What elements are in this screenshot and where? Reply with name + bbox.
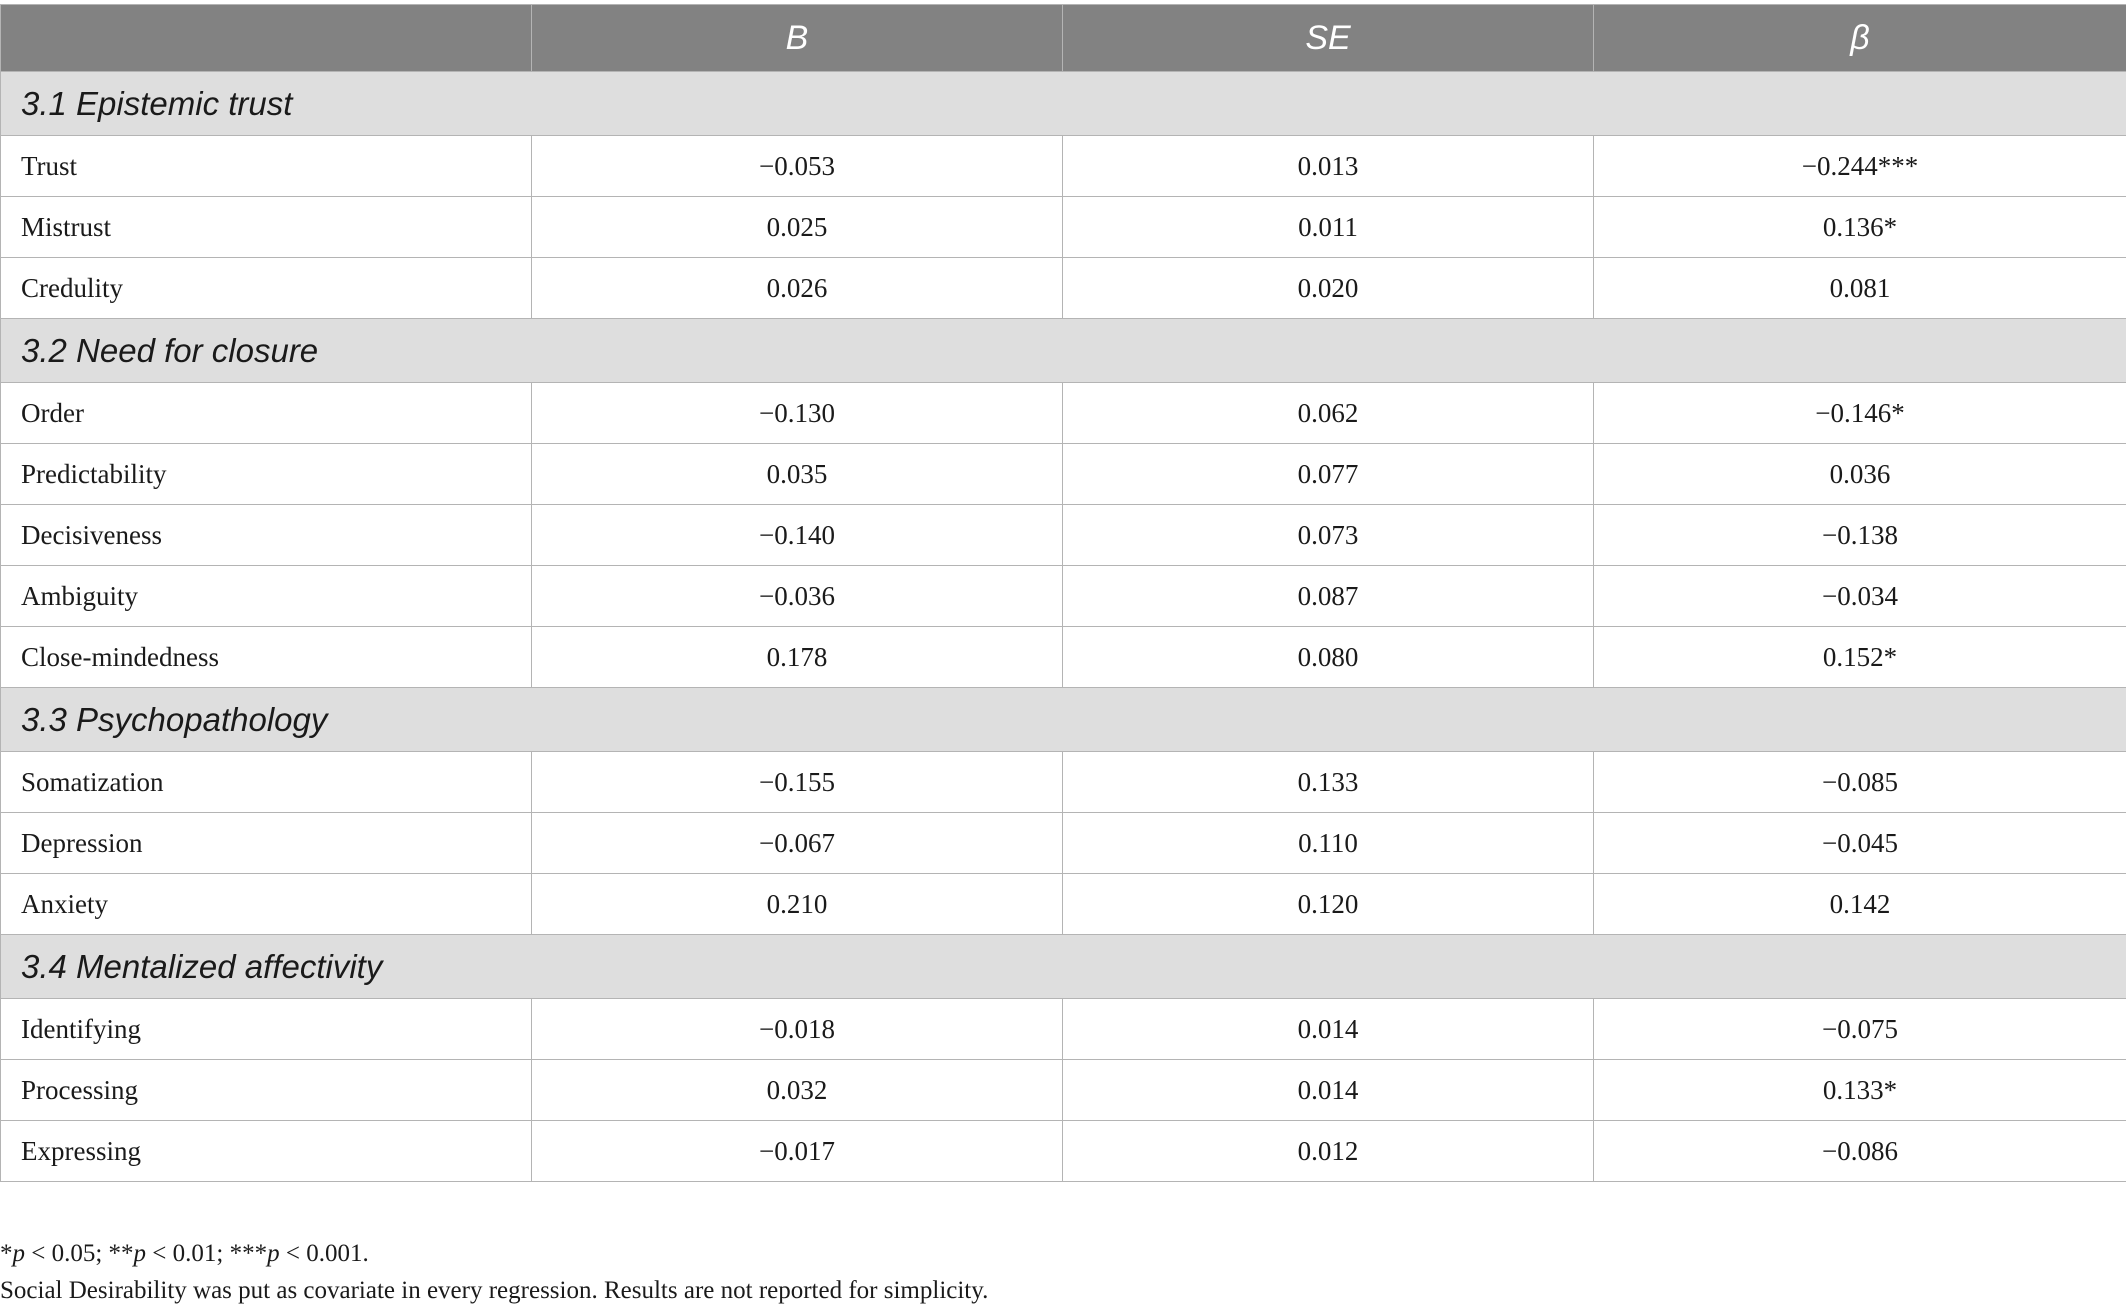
sig-p-symbol: p xyxy=(267,1240,280,1267)
row-label: Identifying xyxy=(1,999,532,1060)
cell-b: 0.032 xyxy=(532,1060,1063,1121)
cell-b: −0.053 xyxy=(532,136,1063,197)
cell-se: 0.087 xyxy=(1063,566,1594,627)
row-label: Decisiveness xyxy=(1,505,532,566)
cell-se: 0.120 xyxy=(1063,874,1594,935)
regression-table xyxy=(0,4,2126,1182)
row-label: Mistrust xyxy=(1,197,532,258)
cell-beta: 0.136* xyxy=(1594,197,2126,258)
cell-beta: 0.142 xyxy=(1594,874,2126,935)
cell-se: 0.073 xyxy=(1063,505,1594,566)
regression-table-container xyxy=(0,4,2126,1182)
table-row xyxy=(1,444,2126,505)
table-row xyxy=(1,874,2126,935)
cell-beta: 0.152* xyxy=(1594,627,2126,688)
cell-beta: −0.138 xyxy=(1594,505,2126,566)
section-row-psychopathology xyxy=(1,688,2126,752)
cell-b: 0.210 xyxy=(532,874,1063,935)
header-b: B xyxy=(532,5,1063,72)
row-label: Trust xyxy=(1,136,532,197)
header-se: SE xyxy=(1063,5,1594,72)
table-row xyxy=(1,566,2126,627)
cell-beta: 0.081 xyxy=(1594,258,2126,319)
cell-b: 0.025 xyxy=(532,197,1063,258)
row-label: Expressing xyxy=(1,1121,532,1182)
cell-b: −0.036 xyxy=(532,566,1063,627)
table-row xyxy=(1,505,2126,566)
row-label: Order xyxy=(1,383,532,444)
row-label: Processing xyxy=(1,1060,532,1121)
sig-one-star: * xyxy=(0,1240,13,1267)
cell-se: 0.012 xyxy=(1063,1121,1594,1182)
section-row-need-for-closure xyxy=(1,319,2126,383)
cell-b: −0.067 xyxy=(532,813,1063,874)
table-row xyxy=(1,752,2126,813)
cell-b: −0.155 xyxy=(532,752,1063,813)
cell-se: 0.133 xyxy=(1063,752,1594,813)
cell-beta: −0.244*** xyxy=(1594,136,2126,197)
section-row-mentalized-affectivity xyxy=(1,935,2126,999)
section-title: 3.2 Need for closure xyxy=(1,319,2126,383)
table-row xyxy=(1,813,2126,874)
sig-threshold: < 0.05; xyxy=(25,1240,109,1267)
cell-se: 0.020 xyxy=(1063,258,1594,319)
sig-p-symbol: p xyxy=(133,1240,147,1267)
table-header xyxy=(1,5,2126,72)
section-title: 3.4 Mentalized affectivity xyxy=(1,935,2126,999)
table-row xyxy=(1,627,2126,688)
cell-beta: 0.133* xyxy=(1594,1060,2126,1121)
sig-threshold: < 0.001. xyxy=(279,1240,369,1267)
row-label: Credulity xyxy=(1,258,532,319)
header-beta: β xyxy=(1594,5,2126,72)
header-blank-cell xyxy=(1,5,532,72)
sig-p-symbol: p xyxy=(12,1240,25,1267)
cell-beta: −0.075 xyxy=(1594,999,2126,1060)
table-row xyxy=(1,197,2126,258)
cell-beta: 0.036 xyxy=(1594,444,2126,505)
cell-se: 0.013 xyxy=(1063,136,1594,197)
cell-se: 0.011 xyxy=(1063,197,1594,258)
cell-b: −0.140 xyxy=(532,505,1063,566)
covariate-note: Social Desirability was put as covariate in every regression. Results are not reported for simplicity. xyxy=(0,1277,989,1304)
cell-b: −0.017 xyxy=(532,1121,1063,1182)
row-label: Anxiety xyxy=(1,874,532,935)
significance-footnote xyxy=(0,1240,369,1268)
row-label: Somatization xyxy=(1,752,532,813)
header-row xyxy=(1,5,2126,72)
cell-se: 0.062 xyxy=(1063,383,1594,444)
cell-b: 0.035 xyxy=(532,444,1063,505)
table-row xyxy=(1,258,2126,319)
sig-threshold: < 0.01; xyxy=(146,1240,230,1267)
cell-b: −0.130 xyxy=(532,383,1063,444)
table-body xyxy=(1,72,2126,1182)
table-row xyxy=(1,1121,2126,1182)
table-row xyxy=(1,136,2126,197)
cell-se: 0.014 xyxy=(1063,1060,1594,1121)
cell-se: 0.077 xyxy=(1063,444,1594,505)
cell-beta: −0.034 xyxy=(1594,566,2126,627)
row-label: Predictability xyxy=(1,444,532,505)
cell-se: 0.014 xyxy=(1063,999,1594,1060)
cell-beta: −0.045 xyxy=(1594,813,2126,874)
cell-se: 0.110 xyxy=(1063,813,1594,874)
cell-b: 0.026 xyxy=(532,258,1063,319)
sig-two-star: ** xyxy=(108,1240,134,1267)
table-row xyxy=(1,1060,2126,1121)
section-title: 3.3 Psychopathology xyxy=(1,688,2126,752)
section-row-epistemic-trust xyxy=(1,72,2126,136)
table-row xyxy=(1,999,2126,1060)
sig-three-star: *** xyxy=(229,1240,268,1267)
cell-se: 0.080 xyxy=(1063,627,1594,688)
cell-b: 0.178 xyxy=(532,627,1063,688)
cell-beta: −0.086 xyxy=(1594,1121,2126,1182)
table-row xyxy=(1,383,2126,444)
cell-beta: −0.146* xyxy=(1594,383,2126,444)
cell-b: −0.018 xyxy=(532,999,1063,1060)
row-label: Close-mindedness xyxy=(1,627,532,688)
row-label: Depression xyxy=(1,813,532,874)
cell-beta: −0.085 xyxy=(1594,752,2126,813)
section-title: 3.1 Epistemic trust xyxy=(1,72,2126,136)
row-label: Ambiguity xyxy=(1,566,532,627)
